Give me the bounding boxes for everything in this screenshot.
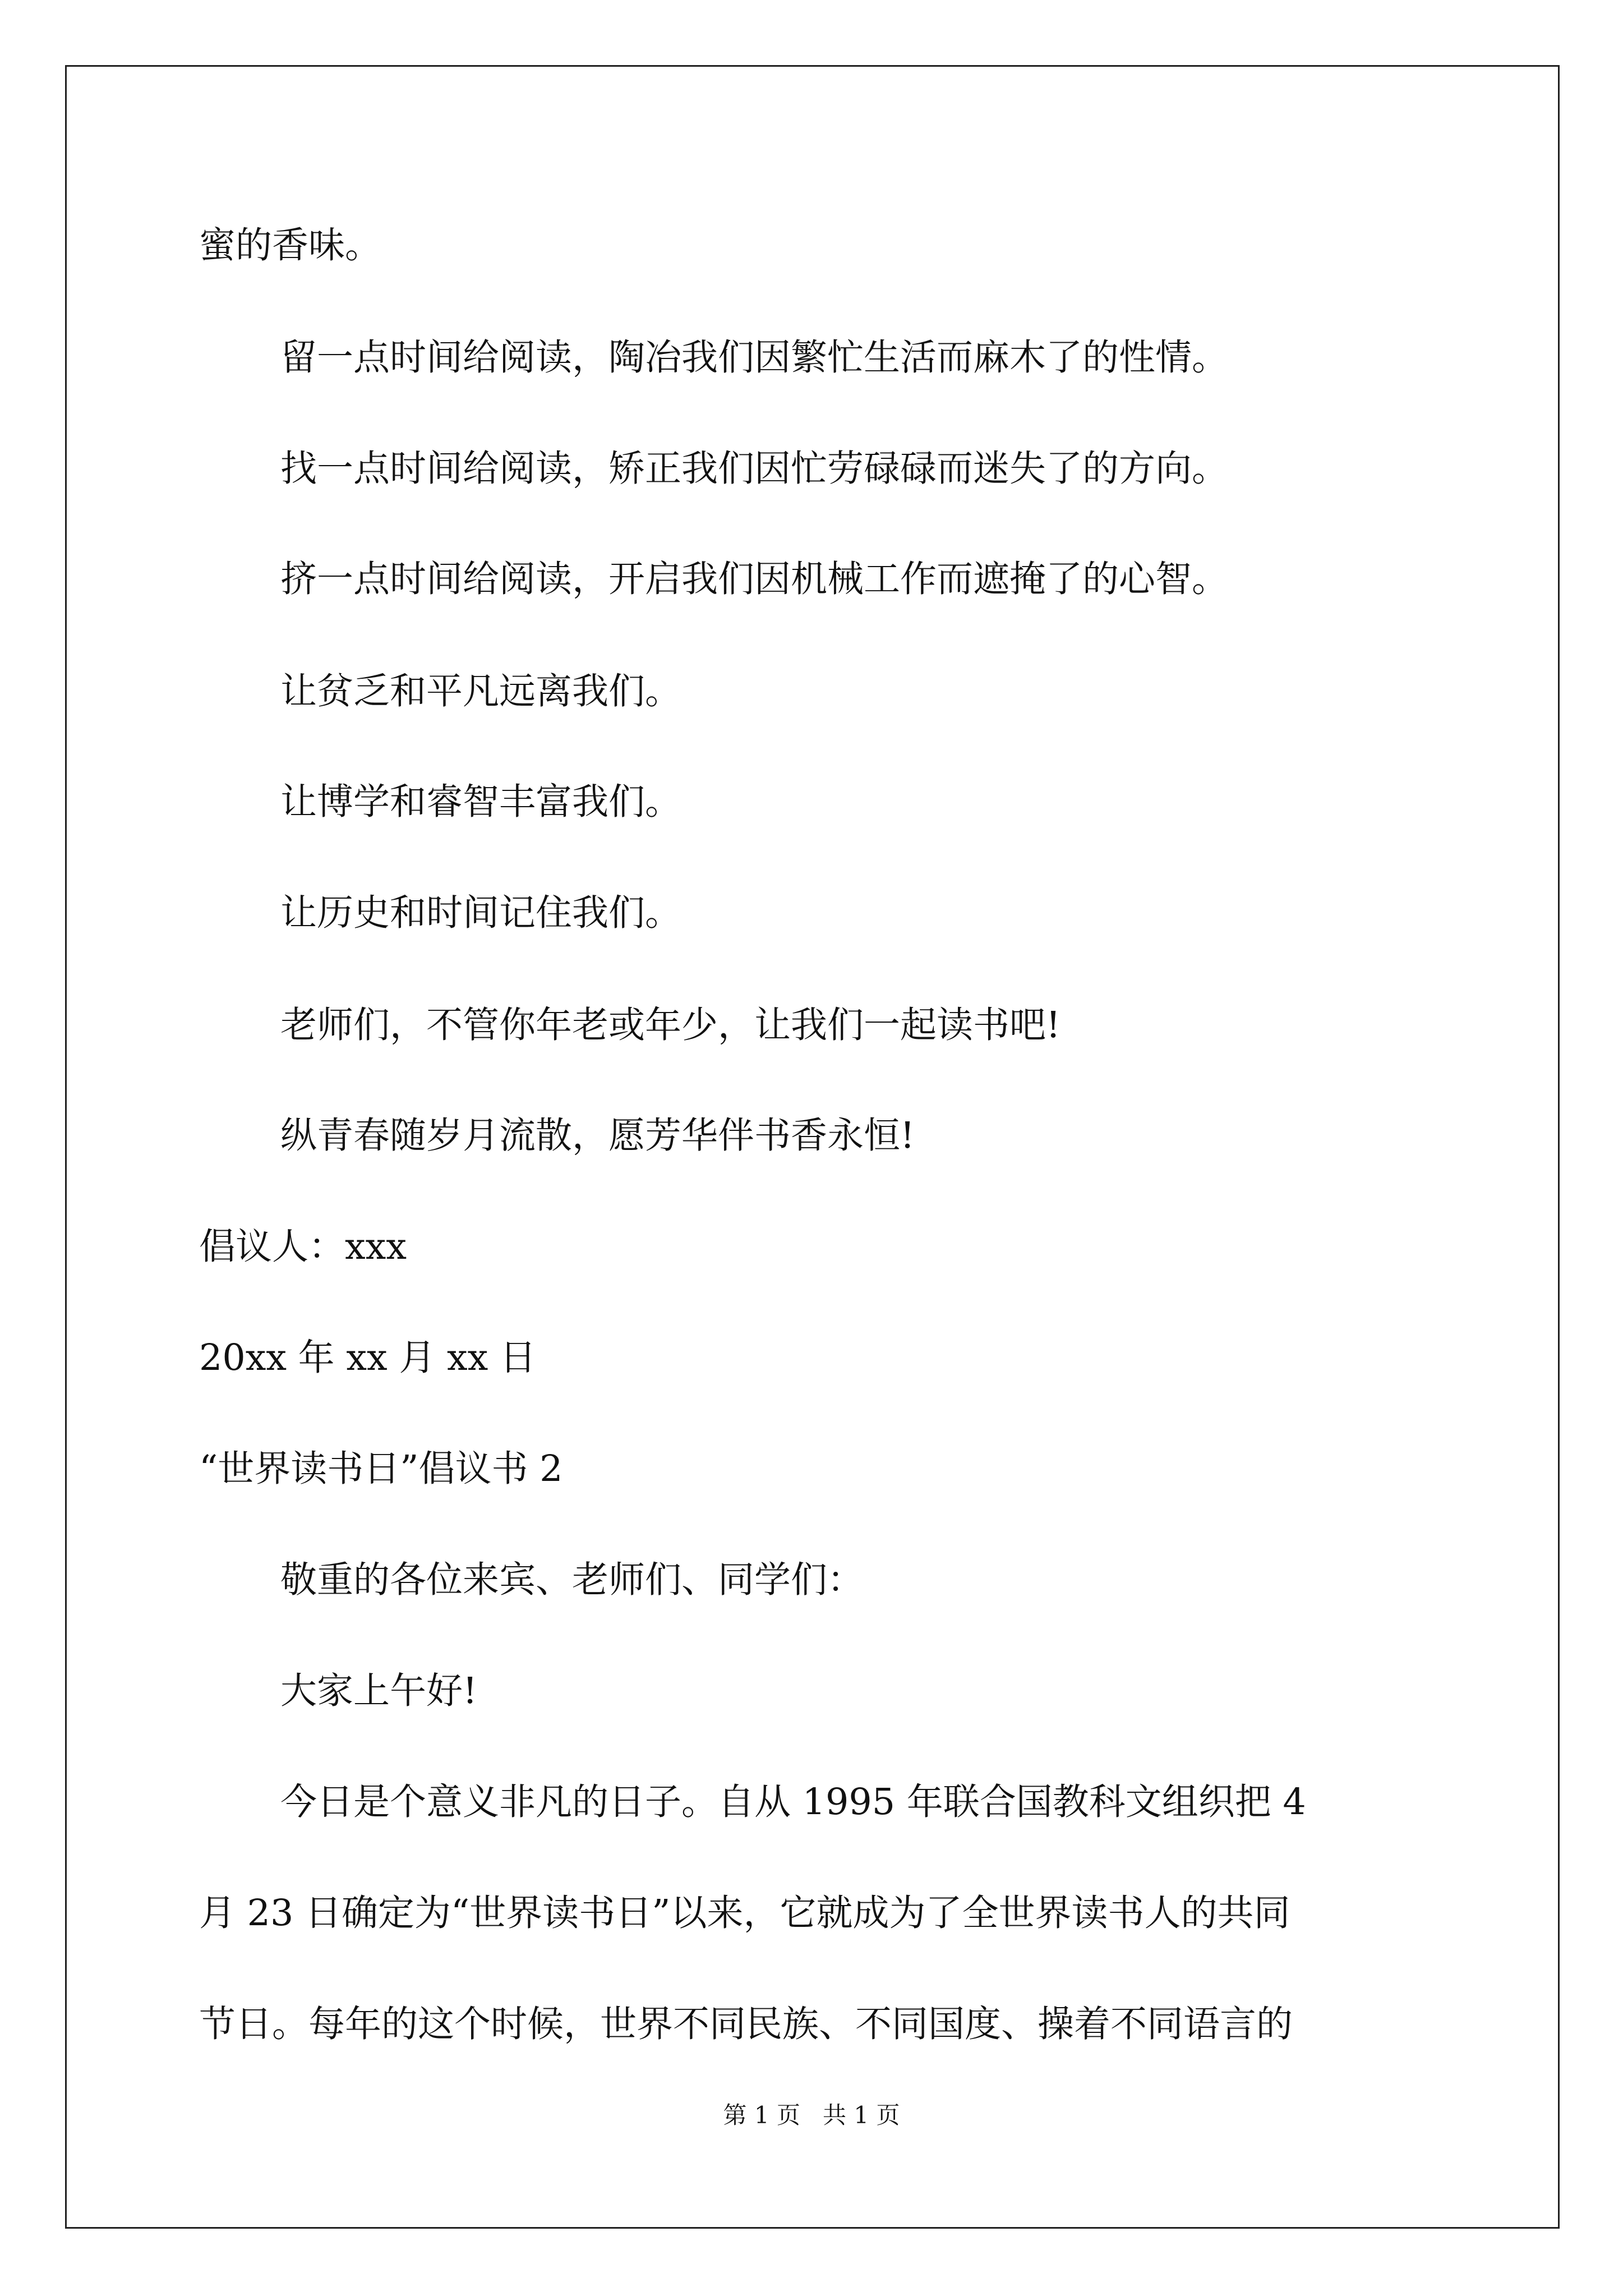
section-title: “世界读书日”倡议书 2 [199,1448,563,1490]
salutation-line: 敬重的各位来宾、老师们、同学们： [280,1559,864,1601]
text-line: 节日。每年的这个时候，世界不同民族、不同国度、操着不同语言的 [199,2003,1293,2045]
text-line: 挤一点时间给阅读，开启我们因机械工作而遮掩了的心智。 [280,558,1229,600]
text-line: 月 23 日确定为“世界读书日”以来，它就成为了全世界读书人的共同 [199,1892,1290,1934]
text-line: 找一点时间给阅读，矫正我们因忙劳碌碌而迷失了的方向。 [280,448,1229,490]
text-line: 蜜的香味。 [199,224,382,266]
text-line: 老师们，不管你年老或年少，让我们一起读书吧! [280,1004,1061,1046]
page-footer: 第 1 页 共 1 页 [723,2101,900,2129]
text-line: 让历史和时间记住我们。 [280,892,682,934]
text-line: 今日是个意义非凡的日子。自从 1995 年联合国教科文组织把 4 [280,1781,1306,1823]
text-line: 纵青春随岁月流散，愿芳华伴书香永恒! [280,1115,915,1157]
text-line: 留一点时间给阅读，陶冶我们因繁忙生活而麻木了的性情。 [280,337,1229,379]
date-line: 20xx 年 xx 月 xx 日 [199,1337,536,1379]
text-line: 让贫乏和平凡远离我们。 [280,670,682,712]
text-line: 让博学和睿智丰富我们。 [280,781,682,823]
greeting-line: 大家上午好! [280,1670,478,1712]
signatory-line: 倡议人：xxx [199,1226,407,1268]
